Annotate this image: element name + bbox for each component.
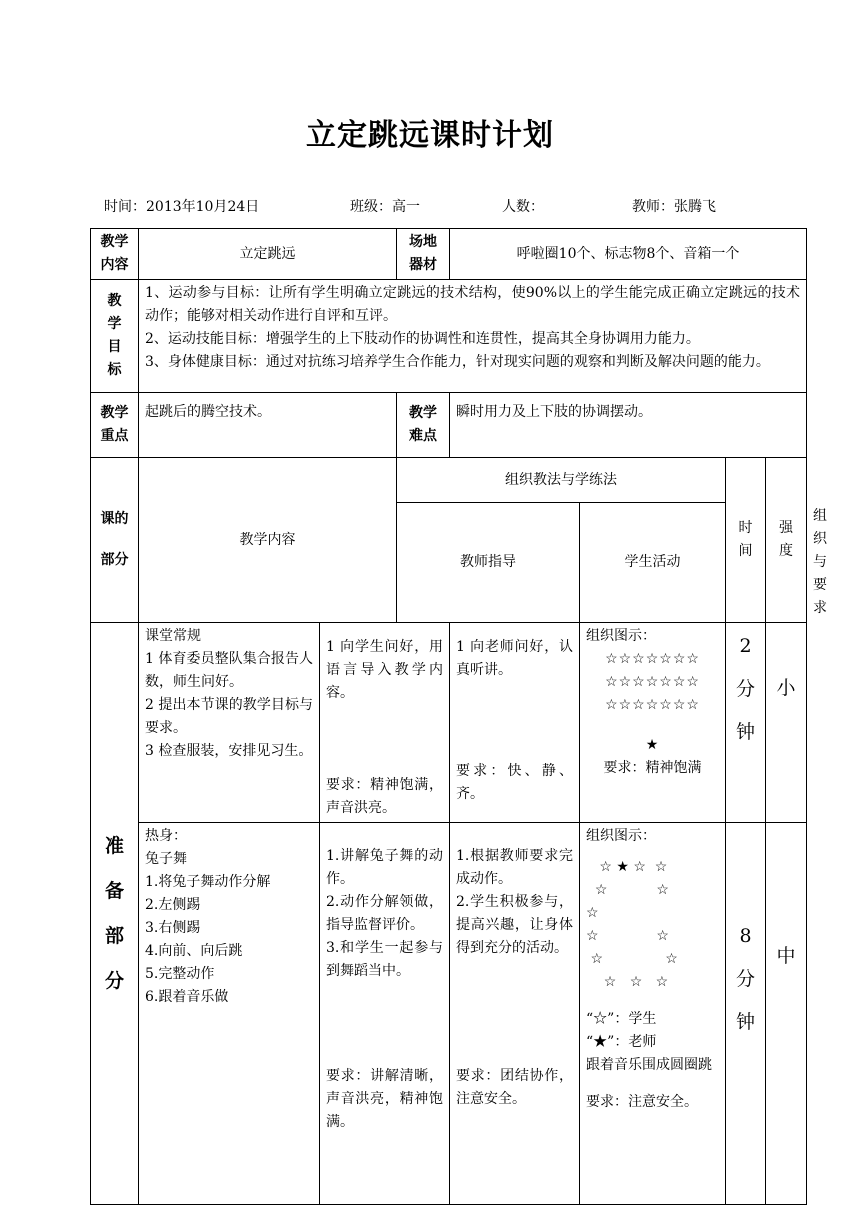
s1-teacher-req: 要求：精神饱满，声音洪亮。 [326,777,443,816]
phase-label: 准 备 部 分 [91,623,139,1205]
s2-intensity: 中 [766,823,807,1205]
goal-1: 1、运动参与目标：让所有学生明确立定跳远的技术结构，使90%以上的学生能完成正确立定跳远的技术动作；能够对相关动作进行自评和互评。 [145,285,801,324]
page-title: 立定跳远课时计划 [306,118,554,153]
s1-content: 课堂常规 1 体育委员整队集合报告人数，师生问好。 2 提出本节课的教学目标与要求。 3 检查服装，安排见习生。 [139,623,320,823]
s2-circle-formation: ☆ ★ ☆ ☆ ☆ ☆ ☆ ☆ ☆ ☆ ☆ ☆ ☆ ☆ [586,859,678,990]
goals-content [139,280,807,393]
legend-teacher: “★”：老师 [586,1034,657,1050]
venue-value: 呼啦圈10个、标志物8个、音箱一个 [450,229,807,280]
meta-class: 班级：高一 [350,199,420,215]
header-method: 组织教法与学练法 [397,458,726,503]
s2-content: 热身： 兔子舞 1.将兔子舞动作分解 2.左侧踢 3.右侧踢 4.向前、向后跳 5.完整动作 6.跟着音乐做 [139,823,320,1205]
header-content: 教学内容 [139,458,397,623]
s2-org-req: 要求：注意安全。 [586,1094,698,1110]
s2-student: 1.根据教师要求完成动作。 2.学生积极参与，提高兴趣，让身体得到充分的活动。 要求：团结协作，注意安全。 [450,823,580,1205]
header-teacher: 教师指导 [397,503,580,623]
s2-org: 组织图示： ☆ ★ ☆ ☆ ☆ ☆ ☆ ☆ ☆ ☆ ☆ ☆ ☆ ☆ “☆”：学生 “★”：老师 跟着音乐围成圆圈跳 要求：注意安全。 [580,823,726,1205]
meta-time: 时间：2013年10月24日 [104,199,260,215]
s2-teacher: 1.讲解兔子舞的动作。 2.动作分解领做，指导监督评价。 3.和学生一起参与到舞蹈当中。 要求：讲解清晰，声音洪亮，精神饱满。 [320,823,450,1205]
s1-time: 2 分 钟 [726,623,766,823]
content-label: 教学 内容 [91,229,139,280]
meta-teacher: 教师：张腾飞 [632,199,716,215]
header-student: 学生活动 [580,503,726,623]
goals-label: 教 学 目 标 [91,280,139,393]
lesson-plan-table: 教学 内容 立定跳远 场地 器材 呼啦圈10个、标志物8个、音箱一个 教 学 目 标 1、运动参与目标：让所有学生明确立定跳远的技术结构，使90%以上的学生能完成正确立定跳远的技术动作；能够对相关动作进行自评和互评。 2、运动技能目标：增强学生的上下肢动作的协调性和连贯性，提高其全身协调用力能力。 3、身体健康目标：通过对抗练习培养学生合作能力，针对现实问题的观察和判断及解决问题的能力。 教学 重点 起跳后的腾空技术。 教学 难点 瞬时用力及上下肢的协调摆动。 课的 部分 教学内容 组织教法与学练法 时 间 强 度 教师指导 学生活动 组织与要求 准 备 部 分 课堂常规 1 体育委员整队集合报告人数，师生问好。 2 提出本节课的教学目标与要求。 3 检查服装，安排见习生。 1 向学生问好，用语言导入教学内容。 要求：精神饱满，声音洪亮。 1 向老师问好，认真听讲。 要求：快、静、齐。 组织图示： ☆☆☆☆☆☆☆ ☆☆☆☆☆☆☆ ☆☆☆☆☆☆☆ ★ 要求：精神饱满 2 分 钟 小 热身： 兔子舞 1.将兔子舞动作分解 2.左侧踢 3.右侧踢 4.向前、向后跳 5.完整动作 6.跟着音乐做 1.讲解兔子舞的动作。 2.动作分解领做，指导监督评价。 3.和学生一起参与到舞蹈当中。 要求：讲解清晰，声音洪亮，精神饱满。 1.根据教师要求完成动作。 2.学生积极参与，提高兴趣，让身体得到充分的活动。 要求：团结协作，注意安全。 组织图示： ☆ ★ ☆ ☆ ☆ ☆ ☆ ☆ ☆ ☆ ☆ ☆ ☆ ☆ “☆”：学生 “★”：老师 跟着音乐围成圆圈跳 要求：注意安全。 8 分 钟 中 [90,228,807,1205]
s1-student-req: 要求：快、静、齐。 [456,763,573,802]
goal-2: 2、运动技能目标：增强学生的上下肢动作的协调性和连贯性，提高其全身协调用力能力。 [145,331,700,347]
s1-intensity: 小 [766,623,807,823]
s1-teacher-star: ★ [645,737,660,753]
header-intensity: 强 度 [766,458,807,623]
difficulty-value: 瞬时用力及上下肢的协调摆动。 [450,393,807,458]
difficulty-label: 教学 难点 [397,393,450,458]
legend-student: “☆”：学生 [586,1011,657,1027]
header-part: 课的 部分 [91,458,139,623]
s1-student: 1 向老师问好，认真听讲。 要求：快、静、齐。 [450,623,580,823]
s1-org: 组织图示： ☆☆☆☆☆☆☆ ☆☆☆☆☆☆☆ ☆☆☆☆☆☆☆ ★ 要求：精神饱满 [580,623,726,823]
s2-time: 8 分 钟 [726,823,766,1205]
s2-teacher-req: 要求：讲解清晰，声音洪亮，精神饱满。 [326,1068,443,1130]
s1-teacher: 1 向学生问好，用语言导入教学内容。 要求：精神饱满，声音洪亮。 [320,623,450,823]
content-value: 立定跳远 [139,229,397,280]
header-time: 时 间 [726,458,766,623]
s2-student-req: 要求：团结协作，注意安全。 [456,1068,573,1107]
venue-label: 场地 器材 [397,229,450,280]
key-point-label: 教学 重点 [91,393,139,458]
meta-count: 人数： [502,199,544,215]
key-point-value: 起跳后的腾空技术。 [139,393,397,458]
goal-3: 3、身体健康目标：通过对抗练习培养学生合作能力，针对现实问题的观察和判断及解决问题的能力。 [145,354,770,370]
s1-formation: ☆☆☆☆☆☆☆ ☆☆☆☆☆☆☆ ☆☆☆☆☆☆☆ ★ [586,648,719,757]
